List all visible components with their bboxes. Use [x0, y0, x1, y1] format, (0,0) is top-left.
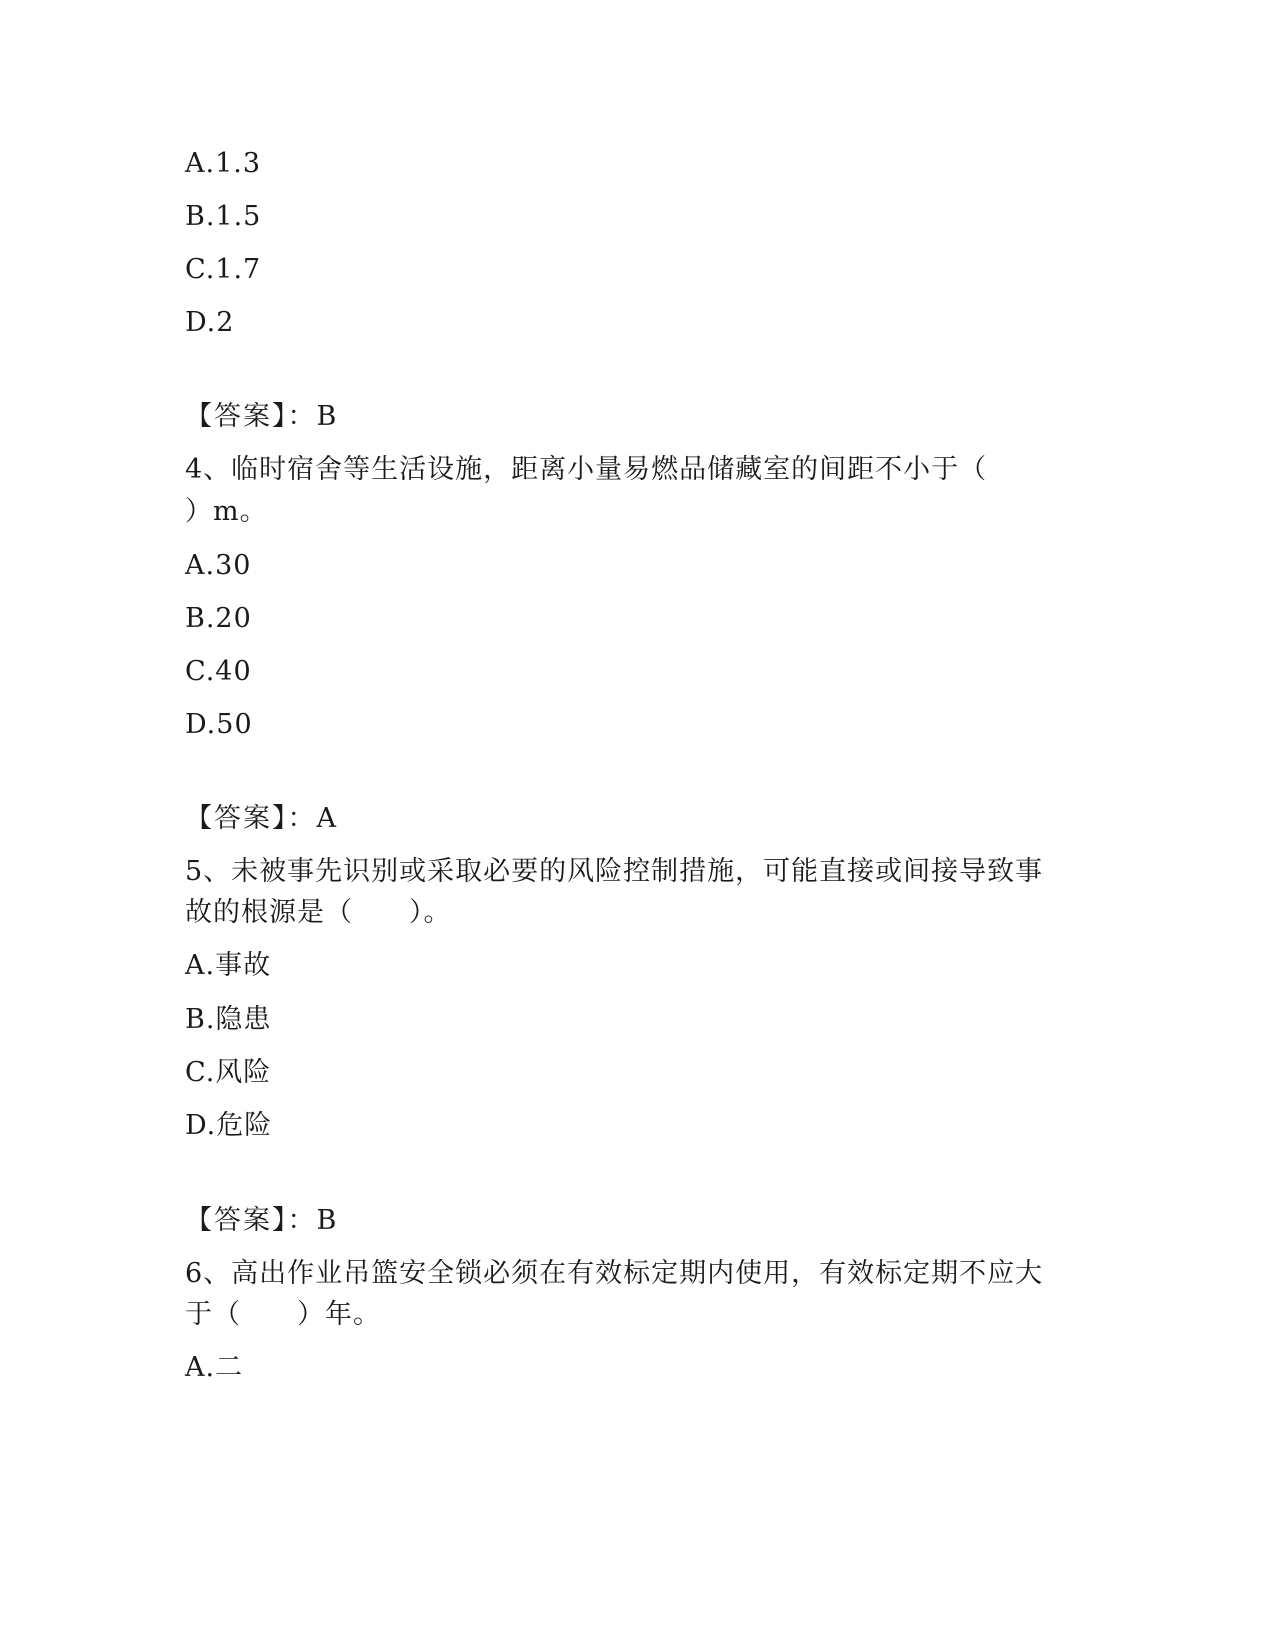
q3-answer: 【答案】：B [185, 401, 339, 432]
q4-stem-line2: ）m。 [185, 496, 268, 527]
q5-option-c: C.风险 [185, 1057, 272, 1088]
q4-option-b: B.20 [185, 603, 252, 634]
q4-answer: 【答案】：A [185, 803, 338, 834]
q6-stem-line2: 于（ ）年。 [185, 1299, 381, 1330]
q4-option-a: A.30 [185, 550, 252, 581]
q4-option-d: D.50 [185, 709, 253, 740]
q4-option-c: C.40 [185, 656, 252, 687]
q5-answer: 【答案】：B [185, 1205, 339, 1236]
q5-option-b: B.隐患 [185, 1004, 272, 1035]
q5-option-a: A.事故 [185, 950, 272, 981]
q5-option-d: D.危险 [185, 1110, 273, 1141]
q6-stem-line1: 6、高出作业吊篮安全锁必须在有效标定期内使用，有效标定期不应大 [185, 1258, 1044, 1289]
q3-option-a: A.1.3 [185, 148, 262, 179]
q5-stem-line2: 故的根源是（ ）。 [185, 897, 452, 928]
q6-option-a: A.二 [185, 1352, 244, 1383]
q4-stem-line1: 4、临时宿舍等生活设施，距离小量易燃品储藏室的间距不小于（ [185, 454, 988, 485]
q5-stem-line1: 5、未被事先识别或采取必要的风险控制措施，可能直接或间接导致事 [185, 856, 1044, 887]
q3-option-c: C.1.7 [185, 254, 262, 285]
q3-option-b: B.1.5 [185, 201, 262, 232]
q3-option-d: D.2 [185, 307, 235, 338]
